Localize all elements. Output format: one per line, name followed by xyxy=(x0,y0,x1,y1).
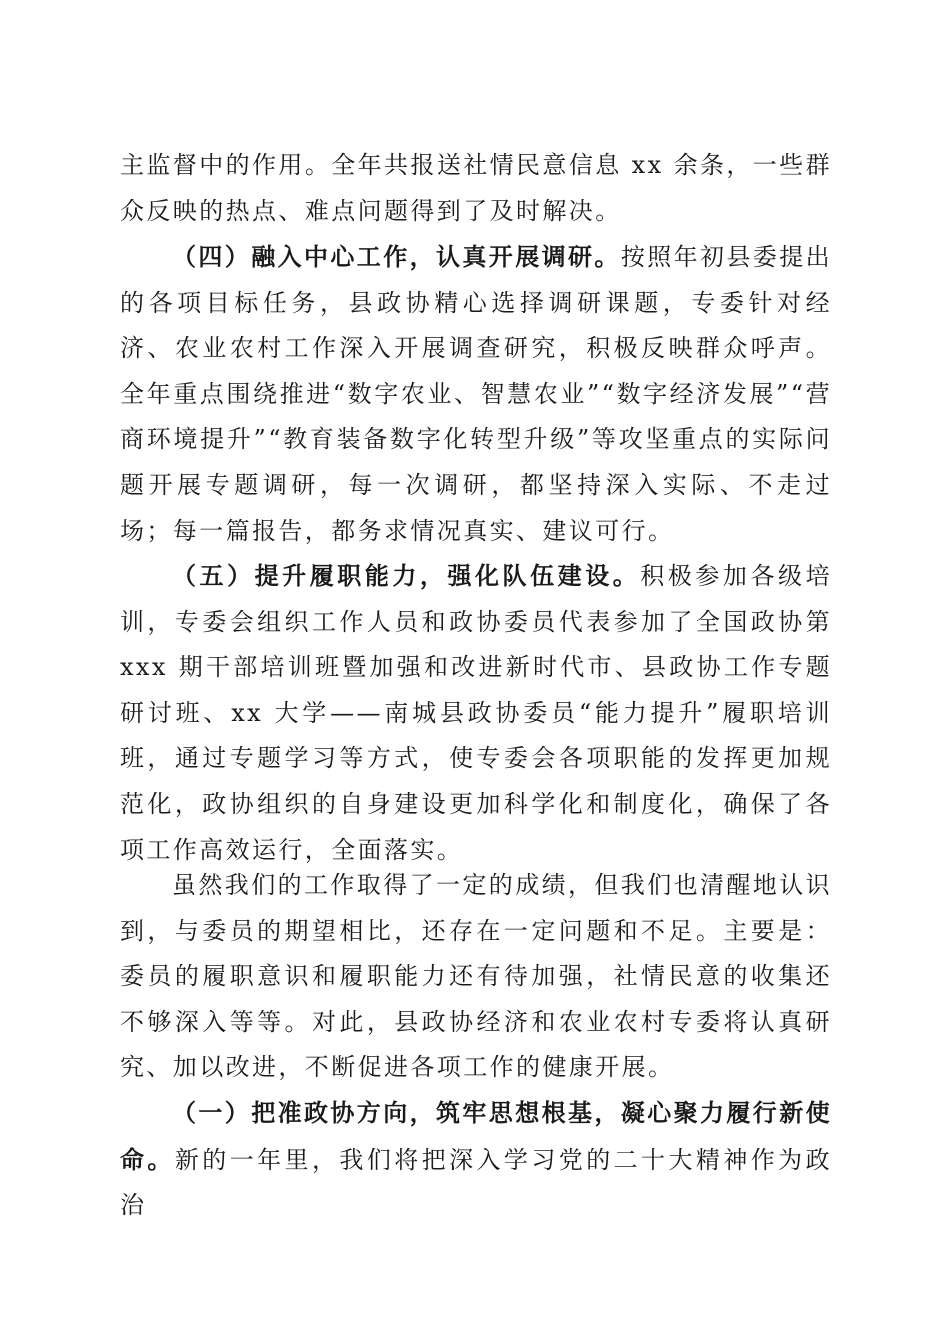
section-heading-five: （五）提升履职能力，强化队伍建设。 xyxy=(172,561,641,590)
paragraph-research xyxy=(120,234,832,554)
paragraph-text: 新的一年里，我们将把深入学习党的二十大精神作为政治 xyxy=(120,1145,832,1220)
paragraph-text: 积极参加各级培训，专委会组织工作人员和政协委员代表参加了全国政协第 xxx 期干部培训班暨加强和改进新时代市、县政协工作专题研讨班、xx 大学——南城县政协委员“能力提升”履职培训班，通过专题学习等方式，使专委会各项职能的发挥更加规范化，政协组织的自身建设更加科学化和制度化，确保了各项工作高效运行，全面落实。 xyxy=(120,562,832,864)
paragraph-direction xyxy=(120,1090,832,1229)
paragraph-text: 主监督中的作用。全年共报送社情民意信息 xx 余条，一些群众反映的热点、难点问题得到了及时解决。 xyxy=(120,151,832,225)
paragraph-shortcomings xyxy=(120,863,832,1091)
section-heading-one: （一）把准政协方向，筑牢思想根基，凝心聚力履行新使命。 xyxy=(120,1098,832,1174)
paragraph-text: 按照年初县委提出的各项目标任务，县政协精心选择调研课题，专委针对经济、农业农村工作深入开展调查研究，积极反映群众呼声。全年重点围绕推进“数字农业、智慧农业”“数字经济发展”“营商环境提升”“教育装备数字化转型升级”等攻坚重点的实际问题开展专题调研，每一次调研，都坚持深入实际、不走过场；每一篇报告，都务求情况真实、建议可行。 xyxy=(120,243,833,545)
paragraph-text: 虽然我们的工作取得了一定的成绩，但我们也清醒地认识到，与委员的期望相比，还存在一定问题和不足。主要是：委员的履职意识和履职能力还有待加强，社情民意的收集还不够深入等等。对此，县政协经济和农业农村专委将认真研究、加以改进，不断促进各项工作的健康开展。 xyxy=(120,871,832,1082)
paragraph-continuation xyxy=(120,143,832,234)
paragraph-capacity xyxy=(120,553,832,873)
section-heading-four: （四）融入中心工作，认真开展调研。 xyxy=(172,242,621,271)
